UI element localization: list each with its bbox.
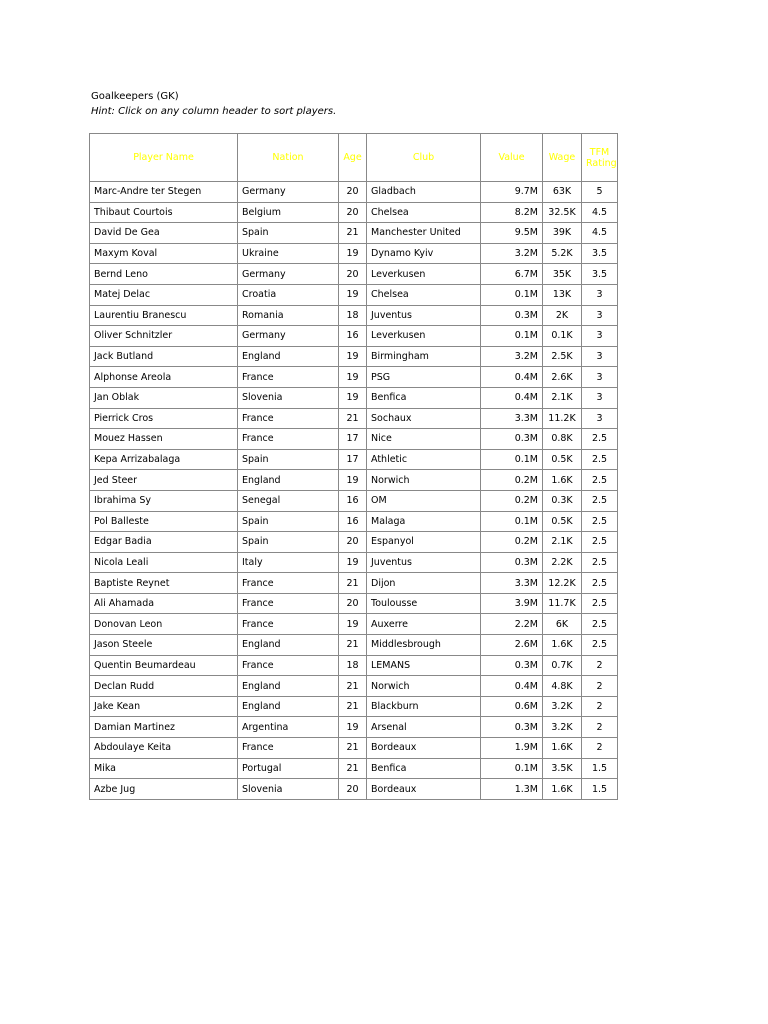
age-cell: 21 xyxy=(339,573,367,594)
age-cell: 19 xyxy=(339,346,367,367)
nation-cell: England xyxy=(238,696,339,717)
tfm-rating-cell: 2.5 xyxy=(582,511,618,532)
player-name-cell: Declan Rudd xyxy=(90,676,238,697)
nation-cell: Belgium xyxy=(238,202,339,223)
table-row xyxy=(90,346,618,367)
club-cell: Malaga xyxy=(367,511,481,532)
club-cell: Athletic xyxy=(367,449,481,470)
wage-cell: 1.6K xyxy=(543,779,582,800)
age-cell: 17 xyxy=(339,429,367,450)
wage-cell: 0.5K xyxy=(543,511,582,532)
tfm-rating-cell: 2 xyxy=(582,717,618,738)
column-header-nation[interactable]: Nation xyxy=(238,134,339,182)
player-name-cell: Jack Butland xyxy=(90,346,238,367)
value-cell: 3.2M xyxy=(481,243,543,264)
table-row xyxy=(90,635,618,656)
table-row xyxy=(90,449,618,470)
nation-cell: Spain xyxy=(238,223,339,244)
value-cell: 0.3M xyxy=(481,717,543,738)
table-row xyxy=(90,326,618,347)
table-row xyxy=(90,758,618,779)
wage-cell: 11.7K xyxy=(543,593,582,614)
tfm-rating-cell: 3.5 xyxy=(582,243,618,264)
club-cell: Juventus xyxy=(367,552,481,573)
player-name-cell: Jake Kean xyxy=(90,696,238,717)
table-row xyxy=(90,593,618,614)
age-cell: 16 xyxy=(339,490,367,511)
wage-cell: 4.8K xyxy=(543,676,582,697)
player-name-cell: Maxym Koval xyxy=(90,243,238,264)
club-cell: Gladbach xyxy=(367,182,481,203)
tfm-rating-cell: 2.5 xyxy=(582,593,618,614)
age-cell: 20 xyxy=(339,532,367,553)
value-cell: 0.3M xyxy=(481,655,543,676)
age-cell: 21 xyxy=(339,738,367,759)
value-cell: 3.9M xyxy=(481,593,543,614)
age-cell: 20 xyxy=(339,182,367,203)
value-cell: 0.2M xyxy=(481,532,543,553)
age-cell: 21 xyxy=(339,696,367,717)
tfm-rating-cell: 2.5 xyxy=(582,490,618,511)
tfm-rating-cell: 3 xyxy=(582,284,618,305)
nation-cell: France xyxy=(238,408,339,429)
age-cell: 19 xyxy=(339,717,367,738)
column-header-tfm-rating[interactable]: TFM Rating xyxy=(582,134,618,182)
wage-cell: 32.5K xyxy=(543,202,582,223)
tfm-rating-cell: 2.5 xyxy=(582,635,618,656)
tfm-rating-cell: 2.5 xyxy=(582,429,618,450)
table-row xyxy=(90,779,618,800)
wage-cell: 3.5K xyxy=(543,758,582,779)
club-cell: Juventus xyxy=(367,305,481,326)
value-cell: 3.3M xyxy=(481,573,543,594)
value-cell: 6.7M xyxy=(481,264,543,285)
age-cell: 20 xyxy=(339,264,367,285)
wage-cell: 2.1K xyxy=(543,387,582,408)
column-header-club[interactable]: Club xyxy=(367,134,481,182)
tfm-rating-cell: 4.5 xyxy=(582,202,618,223)
wage-cell: 1.6K xyxy=(543,635,582,656)
player-name-cell: Jason Steele xyxy=(90,635,238,656)
nation-cell: Romania xyxy=(238,305,339,326)
player-name-cell: Oliver Schnitzler xyxy=(90,326,238,347)
table-row xyxy=(90,696,618,717)
nation-cell: France xyxy=(238,738,339,759)
wage-cell: 5.2K xyxy=(543,243,582,264)
table-row xyxy=(90,243,618,264)
club-cell: PSG xyxy=(367,367,481,388)
table-row xyxy=(90,717,618,738)
age-cell: 19 xyxy=(339,470,367,491)
wage-cell: 2.6K xyxy=(543,367,582,388)
value-cell: 0.2M xyxy=(481,490,543,511)
nation-cell: Slovenia xyxy=(238,387,339,408)
column-header-age[interactable]: Age xyxy=(339,134,367,182)
age-cell: 21 xyxy=(339,408,367,429)
age-cell: 19 xyxy=(339,367,367,388)
value-cell: 2.6M xyxy=(481,635,543,656)
table-row xyxy=(90,573,618,594)
value-cell: 0.2M xyxy=(481,470,543,491)
player-name-cell: Marc-Andre ter Stegen xyxy=(90,182,238,203)
table-row xyxy=(90,490,618,511)
tfm-rating-cell: 3 xyxy=(582,387,618,408)
age-cell: 18 xyxy=(339,305,367,326)
wage-cell: 0.7K xyxy=(543,655,582,676)
player-name-cell: Kepa Arrizabalaga xyxy=(90,449,238,470)
table-row xyxy=(90,223,618,244)
club-cell: Toulousse xyxy=(367,593,481,614)
age-cell: 19 xyxy=(339,552,367,573)
tfm-rating-cell: 2 xyxy=(582,738,618,759)
player-name-cell: Matej Delac xyxy=(90,284,238,305)
wage-cell: 12.2K xyxy=(543,573,582,594)
value-cell: 0.4M xyxy=(481,387,543,408)
value-cell: 8.2M xyxy=(481,202,543,223)
club-cell: Espanyol xyxy=(367,532,481,553)
table-row xyxy=(90,552,618,573)
wage-cell: 13K xyxy=(543,284,582,305)
table-row xyxy=(90,470,618,491)
nation-cell: France xyxy=(238,593,339,614)
tfm-rating-cell: 2.5 xyxy=(582,532,618,553)
nation-cell: France xyxy=(238,573,339,594)
tfm-rating-cell: 1.5 xyxy=(582,779,618,800)
wage-cell: 2.2K xyxy=(543,552,582,573)
wage-cell: 2.5K xyxy=(543,346,582,367)
club-cell: Bordeaux xyxy=(367,779,481,800)
tfm-rating-cell: 2 xyxy=(582,676,618,697)
player-name-cell: Abdoulaye Keita xyxy=(90,738,238,759)
nation-cell: Portugal xyxy=(238,758,339,779)
table-row xyxy=(90,367,618,388)
value-cell: 0.3M xyxy=(481,429,543,450)
nation-cell: Croatia xyxy=(238,284,339,305)
nation-cell: England xyxy=(238,635,339,656)
nation-cell: Ukraine xyxy=(238,243,339,264)
nation-cell: Germany xyxy=(238,264,339,285)
value-cell: 0.1M xyxy=(481,326,543,347)
nation-cell: England xyxy=(238,676,339,697)
tfm-rating-cell: 2 xyxy=(582,696,618,717)
nation-cell: Germany xyxy=(238,182,339,203)
club-cell: OM xyxy=(367,490,481,511)
player-name-cell: Damian Martinez xyxy=(90,717,238,738)
nation-cell: Germany xyxy=(238,326,339,347)
table-row xyxy=(90,655,618,676)
value-cell: 9.7M xyxy=(481,182,543,203)
club-cell: Leverkusen xyxy=(367,326,481,347)
table-row xyxy=(90,511,618,532)
table-row xyxy=(90,676,618,697)
tfm-rating-cell: 1.5 xyxy=(582,758,618,779)
value-cell: 0.1M xyxy=(481,449,543,470)
age-cell: 20 xyxy=(339,202,367,223)
player-name-cell: Ibrahima Sy xyxy=(90,490,238,511)
wage-cell: 2.1K xyxy=(543,532,582,553)
wage-cell: 0.3K xyxy=(543,490,582,511)
player-name-cell: Mouez Hassen xyxy=(90,429,238,450)
wage-cell: 6K xyxy=(543,614,582,635)
nation-cell: Senegal xyxy=(238,490,339,511)
value-cell: 0.1M xyxy=(481,284,543,305)
age-cell: 20 xyxy=(339,779,367,800)
value-cell: 0.3M xyxy=(481,305,543,326)
nation-cell: England xyxy=(238,470,339,491)
wage-cell: 39K xyxy=(543,223,582,244)
wage-cell: 63K xyxy=(543,182,582,203)
age-cell: 19 xyxy=(339,614,367,635)
value-cell: 1.9M xyxy=(481,738,543,759)
age-cell: 21 xyxy=(339,676,367,697)
nation-cell: France xyxy=(238,614,339,635)
value-cell: 0.1M xyxy=(481,511,543,532)
tfm-rating-cell: 2.5 xyxy=(582,573,618,594)
player-name-cell: Pierrick Cros xyxy=(90,408,238,429)
tfm-rating-cell: 3 xyxy=(582,326,618,347)
age-cell: 18 xyxy=(339,655,367,676)
club-cell: Auxerre xyxy=(367,614,481,635)
player-name-cell: Alphonse Areola xyxy=(90,367,238,388)
club-cell: Manchester United xyxy=(367,223,481,244)
wage-cell: 2K xyxy=(543,305,582,326)
age-cell: 21 xyxy=(339,635,367,656)
age-cell: 16 xyxy=(339,511,367,532)
wage-cell: 3.2K xyxy=(543,717,582,738)
player-name-cell: Jan Oblak xyxy=(90,387,238,408)
value-cell: 0.3M xyxy=(481,552,543,573)
value-cell: 3.2M xyxy=(481,346,543,367)
club-cell: Chelsea xyxy=(367,202,481,223)
nation-cell: France xyxy=(238,367,339,388)
age-cell: 16 xyxy=(339,326,367,347)
tfm-rating-cell: 3 xyxy=(582,367,618,388)
club-cell: Birmingham xyxy=(367,346,481,367)
tfm-rating-cell: 2 xyxy=(582,655,618,676)
club-cell: Sochaux xyxy=(367,408,481,429)
value-cell: 0.4M xyxy=(481,367,543,388)
value-cell: 9.5M xyxy=(481,223,543,244)
club-cell: Norwich xyxy=(367,676,481,697)
value-cell: 0.1M xyxy=(481,758,543,779)
age-cell: 21 xyxy=(339,758,367,779)
nation-cell: Slovenia xyxy=(238,779,339,800)
table-row xyxy=(90,408,618,429)
wage-cell: 0.1K xyxy=(543,326,582,347)
nation-cell: Argentina xyxy=(238,717,339,738)
age-cell: 19 xyxy=(339,387,367,408)
value-cell: 1.3M xyxy=(481,779,543,800)
nation-cell: France xyxy=(238,655,339,676)
tfm-rating-cell: 5 xyxy=(582,182,618,203)
club-cell: Nice xyxy=(367,429,481,450)
club-cell: Bordeaux xyxy=(367,738,481,759)
tfm-rating-cell: 2.5 xyxy=(582,552,618,573)
player-name-cell: Edgar Badia xyxy=(90,532,238,553)
club-cell: Chelsea xyxy=(367,284,481,305)
wage-cell: 0.5K xyxy=(543,449,582,470)
table-row xyxy=(90,614,618,635)
tfm-rating-cell: 3 xyxy=(582,305,618,326)
age-cell: 17 xyxy=(339,449,367,470)
club-cell: Benfica xyxy=(367,758,481,779)
player-name-cell: Thibaut Courtois xyxy=(90,202,238,223)
tfm-rating-cell: 2.5 xyxy=(582,449,618,470)
tfm-rating-cell: 3 xyxy=(582,408,618,429)
table-row xyxy=(90,387,618,408)
tfm-rating-cell: 2.5 xyxy=(582,614,618,635)
club-cell: Benfica xyxy=(367,387,481,408)
column-header-value[interactable]: Value xyxy=(481,134,543,182)
player-name-cell: Jed Steer xyxy=(90,470,238,491)
club-cell: Blackburn xyxy=(367,696,481,717)
wage-cell: 1.6K xyxy=(543,738,582,759)
nation-cell: France xyxy=(238,429,339,450)
age-cell: 19 xyxy=(339,243,367,264)
tfm-rating-cell: 4.5 xyxy=(582,223,618,244)
player-name-cell: David De Gea xyxy=(90,223,238,244)
sort-hint: Hint: Click on any column header to sort players. xyxy=(91,106,337,117)
club-cell: Middlesbrough xyxy=(367,635,481,656)
table-row xyxy=(90,532,618,553)
wage-cell: 3.2K xyxy=(543,696,582,717)
wage-cell: 35K xyxy=(543,264,582,285)
column-header-wage[interactable]: Wage xyxy=(543,134,582,182)
player-name-cell: Bernd Leno xyxy=(90,264,238,285)
player-name-cell: Laurentiu Branescu xyxy=(90,305,238,326)
table-row xyxy=(90,264,618,285)
club-cell: Arsenal xyxy=(367,717,481,738)
player-name-cell: Ali Ahamada xyxy=(90,593,238,614)
club-cell: LEMANS xyxy=(367,655,481,676)
header-row xyxy=(90,134,618,182)
goalkeepers-table xyxy=(89,133,618,800)
player-name-cell: Donovan Leon xyxy=(90,614,238,635)
table-row xyxy=(90,738,618,759)
age-cell: 20 xyxy=(339,593,367,614)
tfm-rating-cell: 3.5 xyxy=(582,264,618,285)
column-header-player-name[interactable]: Player Name xyxy=(90,134,238,182)
club-cell: Norwich xyxy=(367,470,481,491)
nation-cell: Spain xyxy=(238,449,339,470)
nation-cell: England xyxy=(238,346,339,367)
club-cell: Leverkusen xyxy=(367,264,481,285)
nation-cell: Spain xyxy=(238,511,339,532)
table-row xyxy=(90,182,618,203)
player-name-cell: Azbe Jug xyxy=(90,779,238,800)
player-name-cell: Quentin Beumardeau xyxy=(90,655,238,676)
player-name-cell: Pol Balleste xyxy=(90,511,238,532)
wage-cell: 1.6K xyxy=(543,470,582,491)
wage-cell: 11.2K xyxy=(543,408,582,429)
nation-cell: Spain xyxy=(238,532,339,553)
table-body xyxy=(90,182,618,800)
tfm-rating-cell: 3 xyxy=(582,346,618,367)
table-row xyxy=(90,202,618,223)
table-row xyxy=(90,429,618,450)
table-row xyxy=(90,305,618,326)
player-name-cell: Mika xyxy=(90,758,238,779)
page-title: Goalkeepers (GK) xyxy=(91,91,179,102)
nation-cell: Italy xyxy=(238,552,339,573)
value-cell: 3.3M xyxy=(481,408,543,429)
player-name-cell: Baptiste Reynet xyxy=(90,573,238,594)
player-name-cell: Nicola Leali xyxy=(90,552,238,573)
club-cell: Dynamo Kyiv xyxy=(367,243,481,264)
age-cell: 19 xyxy=(339,284,367,305)
club-cell: Dijon xyxy=(367,573,481,594)
value-cell: 0.6M xyxy=(481,696,543,717)
value-cell: 2.2M xyxy=(481,614,543,635)
age-cell: 21 xyxy=(339,223,367,244)
value-cell: 0.4M xyxy=(481,676,543,697)
tfm-rating-cell: 2.5 xyxy=(582,470,618,491)
table-row xyxy=(90,284,618,305)
wage-cell: 0.8K xyxy=(543,429,582,450)
